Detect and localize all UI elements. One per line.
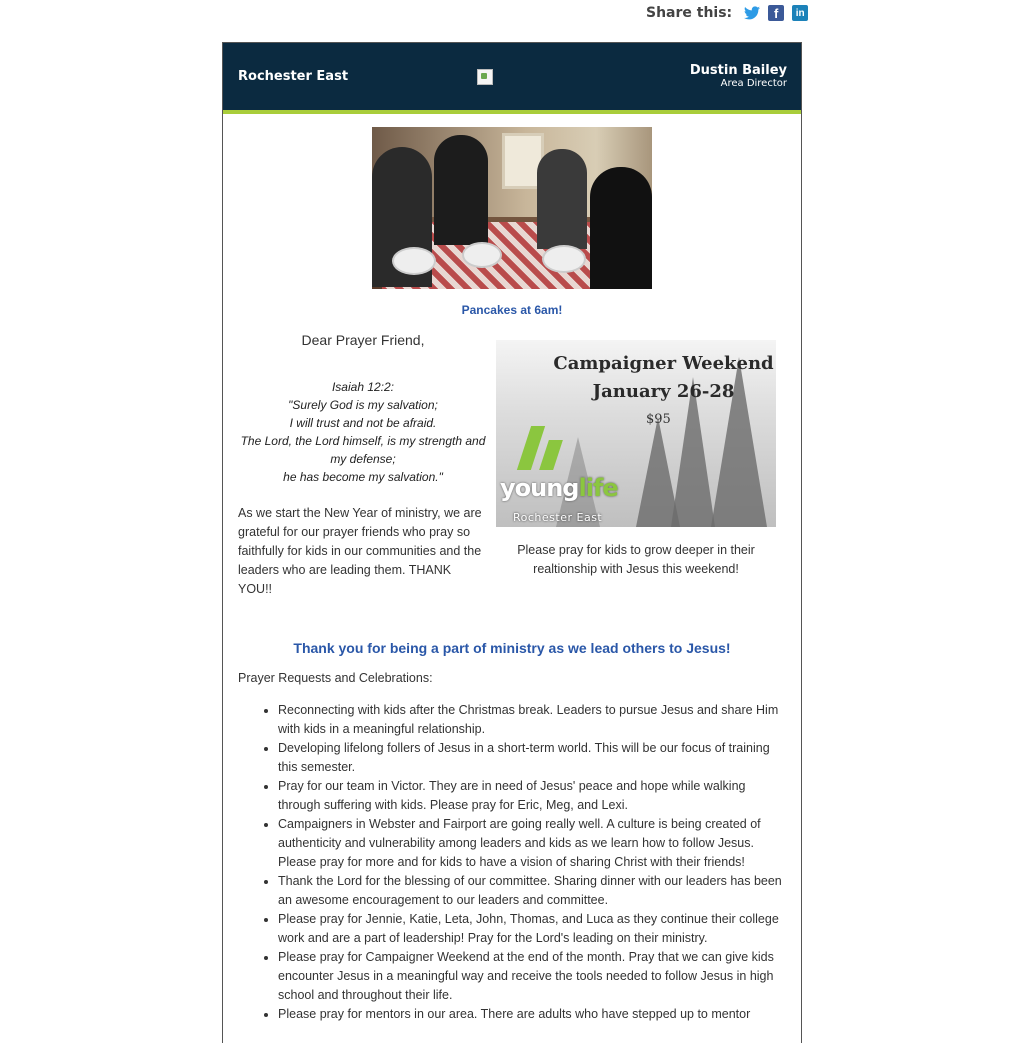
thanks-heading: Thank you for being a part of ministry as we lead others to Jesus! [293,640,731,656]
verse-block [238,378,488,486]
list-item: • Thank the Lord for the blessing of our committee. Sharing dinner with our leaders has been an awesome encouragement to our leaders and committee. [278,872,786,910]
letter-column [238,331,488,599]
campaigner-weekend-image [496,340,776,527]
director-name: Dustin Bailey [689,63,787,78]
header-banner [223,43,801,114]
verse-line: Isaiah 12:2: [331,380,395,394]
promo-price: $95 [646,412,671,427]
newsletter-card [222,42,802,1043]
list-item: • Pray for our team in Victor. They are in need of Jesus' peace and hope while walking through suffering with kids. Please pray for Eric, Meg, and Lexi. [278,777,786,815]
share-bar [646,2,816,24]
list-item: • Please pray for Campaigner Weekend at the end of the month. Pray that we can give kids encounter Jesus in a meaningful way and receive the tools needed to follow Jesus in high school and throughout their life. [278,948,786,1005]
promo-caption: Please pray for kids to grow deeper in their realtionship with Jesus this weekend! [517,543,755,576]
promo-date: January 26-28 [592,381,735,402]
list-item: • Please pray for Jennie, Katie, Leta, John, Thomas, and Luca as they continue their college work and are a part of leadership! Pray for the Lord's leading on their ministry. [278,910,786,948]
verse-line: The Lord, the Lord himself, is my strength and my defense; [240,434,486,466]
photo-caption: Pancakes at 6am! [461,303,563,317]
list-item: • Please pray for mentors in our area. There are adults who have stepped up to mentor [278,1005,786,1024]
brand-life: life [578,474,618,502]
share-label: Share this: [646,5,733,21]
list-item: • Developing lifelong follers of Jesus in a short-term world. This will be our focus of training this semester. [278,739,786,777]
greeting: Dear Prayer Friend, [301,332,425,348]
director-block [690,63,787,90]
verse-line: I will trust and not be afraid. [289,416,437,430]
young-life-wordmark [500,474,618,502]
facebook-icon[interactable]: f [768,5,784,21]
verse-line: he has become my salvation." [283,470,443,484]
promo-title-line: Campaigner Weekend [553,353,774,374]
prayer-list [238,701,786,1024]
twitter-icon[interactable] [744,5,760,21]
director-role: Area Director [720,78,787,89]
prayer-heading: Prayer Requests and Celebrations: [238,671,433,685]
verse-line: "Surely God is my salvation; [288,398,438,412]
area-name: Rochester East [238,69,349,84]
promo-title [551,350,776,406]
broken-image-icon [477,69,493,85]
brand-sub: Rochester East [513,511,603,524]
letter-body: As we start the New Year of ministry, we are grateful for our prayer friends who pray so faithfully for kids in our communities and the leaders who are leading them. THANK YOU!! [238,506,482,596]
list-item: • Reconnecting with kids after the Christmas break. Leaders to pursue Jesus and share Him with kids in a meaningful relationship. [278,701,786,739]
linkedin-icon[interactable]: in [792,5,808,21]
brand-young: young [500,474,579,502]
pancakes-photo [372,127,652,289]
young-life-logo-icon [524,426,564,470]
list-item: • Campaigners in Webster and Fairport are going really well. A culture is being created of authenticity and vulnerability among leaders and kids as we learn how to follow Jesus. Please pray for more and for kids to have a vision of sharing Christ with their friends! [278,815,786,872]
